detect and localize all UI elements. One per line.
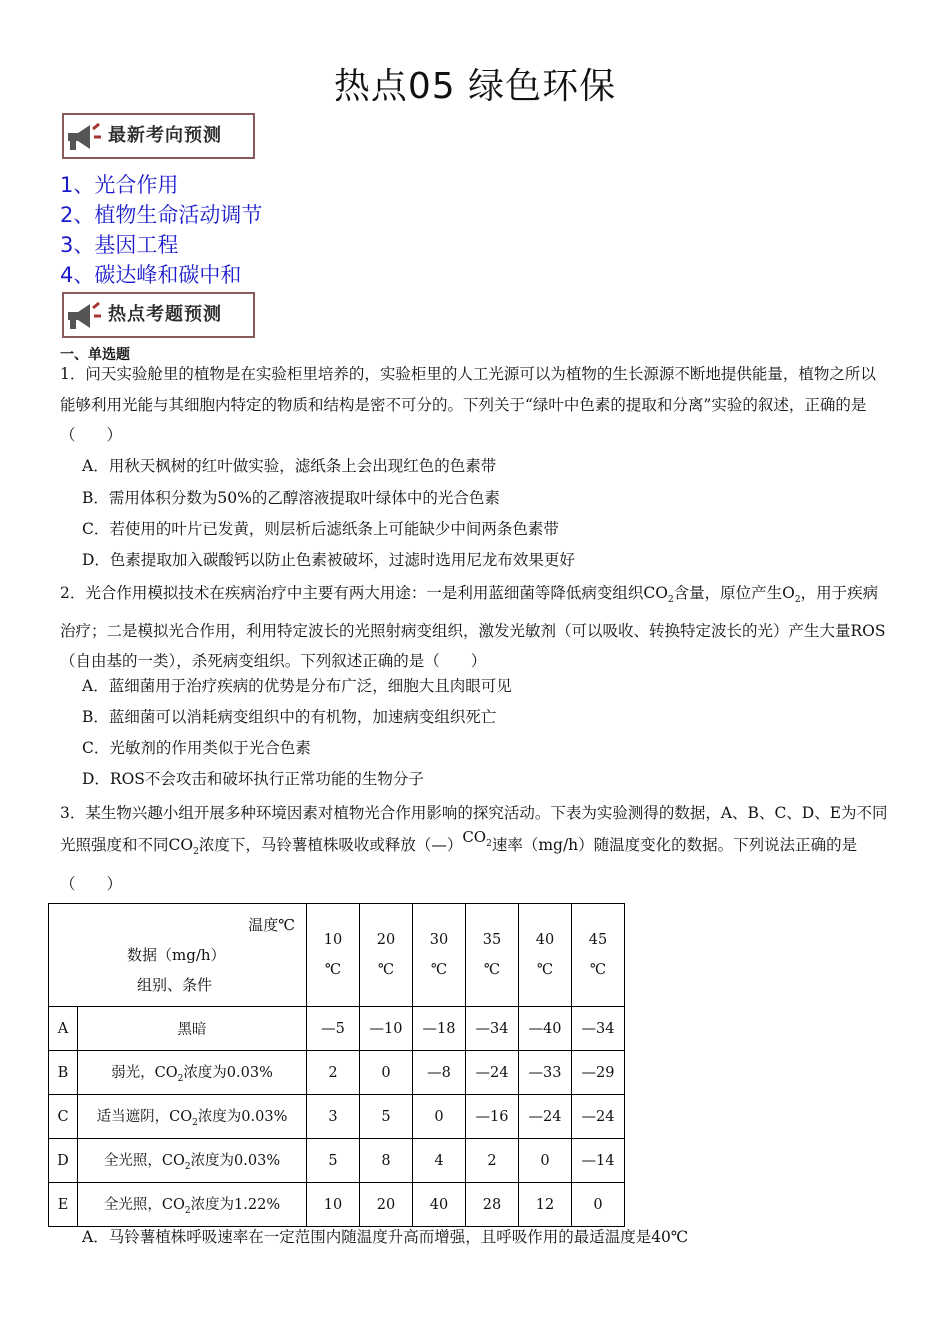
value-cell: 0 xyxy=(360,1051,413,1095)
value-cell: 4 xyxy=(413,1139,466,1183)
condition-cell xyxy=(78,1007,307,1051)
value-cell: —14 xyxy=(572,1139,625,1183)
condition-cell xyxy=(78,1183,307,1227)
value-cell: —40 xyxy=(519,1007,572,1051)
q2-option-d: D．ROS不会攻击和破坏执行正常功能的生物分子 xyxy=(82,770,424,788)
megaphone-icon xyxy=(66,121,102,153)
table-row xyxy=(49,1095,625,1139)
value-cell: —16 xyxy=(466,1095,519,1139)
subscript: 2 xyxy=(794,595,801,606)
topic-list xyxy=(60,170,262,290)
condition-text: 浓度为0.03% xyxy=(197,1109,288,1126)
temp-value: 30 xyxy=(429,932,449,948)
question-3-stem xyxy=(60,797,890,900)
value-cell: —24 xyxy=(572,1095,625,1139)
subscript: 2 xyxy=(193,847,199,858)
table-header-row xyxy=(49,904,625,1007)
condition-text: 全光照，CO xyxy=(103,1153,185,1170)
temp-unit: ℃ xyxy=(324,962,342,978)
condition-text: 浓度为0.03% xyxy=(190,1153,281,1170)
temp-unit: ℃ xyxy=(483,962,501,978)
q2-stem-part: 含量，原位产生O xyxy=(673,584,795,602)
value-cell: 0 xyxy=(572,1183,625,1227)
q1-option-a: A．用秋天枫树的红叶做实验，滤纸条上会出现红色的色素带 xyxy=(82,457,497,475)
temp-value: 10 xyxy=(323,932,343,948)
value-cell: 10 xyxy=(307,1183,360,1227)
group-id-cell: E xyxy=(49,1183,78,1227)
question-1-stem: 1．问天实验舱里的植物是在实验柜里培养的，实验柜里的人工光源可以为植物的生长源源不断地提供能量，植物之所以能够利用光能与其细胞内特定的物质和结构是密不可分的。下列关于“绿叶中色素的提取和分离”实验的叙述，正确的是（ ） xyxy=(60,365,876,444)
q3-stem-part: 浓度下，马铃薯植株吸收或释放（—） xyxy=(198,836,463,854)
hot-questions-banner xyxy=(62,292,255,338)
q2-option-c: C．光敏剂的作用类似于光合色素 xyxy=(82,739,311,757)
group-id-cell: D xyxy=(49,1139,78,1183)
q2-stem-part: ，用于疾病治疗；二是模拟光合作用，利用特定波长的光照射病变组织，激发光敏剂（可以吸收、转换特定波长的光）产生大量ROS（自由基的一类），杀死病变组织。下列叙述正确的是（ ） xyxy=(60,584,886,671)
q2-option-b: B．蓝细菌可以消耗病变组织中的有机物，加速病变组织死亡 xyxy=(82,708,497,726)
temp-header-cell xyxy=(519,904,572,1007)
q2-stem-part: 2．光合作用模拟技术在疾病治疗中主要有两大用途：一是利用蓝细菌等降低病变组织CO xyxy=(60,584,668,602)
co2-formula-text: CO xyxy=(462,828,487,846)
table-row xyxy=(49,1139,625,1183)
value-cell: 2 xyxy=(466,1139,519,1183)
temp-header-cell xyxy=(572,904,625,1007)
q3-stem-part: 3．某生物兴趣小组开展多种环境因素对植物光合作用影响的探究活动。下表为实验测得的数据，A、B、C、D、E为不同光照强度和不同CO xyxy=(60,804,888,854)
value-cell: —34 xyxy=(466,1007,519,1051)
subscript: 2 xyxy=(184,1161,191,1172)
value-cell: —5 xyxy=(307,1007,360,1051)
q1-option-c: C．若使用的叶片已发黄，则层析后滤纸条上可能缺少中间两条色素带 xyxy=(82,520,559,538)
condition-text: 浓度为1.22% xyxy=(190,1197,281,1214)
value-cell: —10 xyxy=(360,1007,413,1051)
latest-trend-banner xyxy=(62,113,255,159)
temp-header-cell xyxy=(466,904,519,1007)
q3-stem-part: 速率（mg/h）随温度变化的数据。下列说法正确的是（ ） xyxy=(60,836,858,894)
table-row xyxy=(49,1007,625,1051)
temp-value: 40 xyxy=(535,932,555,948)
header-temp-label: 温度℃ xyxy=(248,916,295,934)
condition-cell xyxy=(78,1139,307,1183)
temp-value: 35 xyxy=(482,932,502,948)
value-cell: 8 xyxy=(360,1139,413,1183)
q2-option-a: A．蓝细菌用于治疗疾病的优势是分布广泛，细胞大且肉眼可见 xyxy=(82,677,512,695)
q1-option-d: D．色素提取加入碳酸钙以防止色素被破坏，过滤时选用尼龙布效果更好 xyxy=(82,551,575,569)
value-cell: —33 xyxy=(519,1051,572,1095)
table-row xyxy=(49,1183,625,1227)
temp-header-cell xyxy=(360,904,413,1007)
value-cell: 28 xyxy=(466,1183,519,1227)
temp-unit: ℃ xyxy=(589,962,607,978)
subscript: 2 xyxy=(177,1073,184,1084)
value-cell: —18 xyxy=(413,1007,466,1051)
topic-item: 2、植物生命活动调节 xyxy=(60,203,263,227)
temp-value: 45 xyxy=(588,932,608,948)
condition-text: 全光照，CO xyxy=(103,1197,185,1214)
temp-unit: ℃ xyxy=(430,962,448,978)
value-cell: 12 xyxy=(519,1183,572,1227)
temp-unit: ℃ xyxy=(377,962,395,978)
value-cell: 0 xyxy=(413,1095,466,1139)
value-cell: 5 xyxy=(307,1139,360,1183)
header-group-label: 组别、条件 xyxy=(137,976,213,994)
header-diagonal-cell xyxy=(49,904,307,1007)
topic-item: 3、基因工程 xyxy=(60,233,179,257)
banner-label: 热点考题预测 xyxy=(108,304,222,325)
condition-text: 弱光，CO xyxy=(111,1065,178,1082)
condition-text: 适当遮阴，CO xyxy=(96,1109,193,1126)
group-id-cell: B xyxy=(49,1051,78,1095)
temp-unit: ℃ xyxy=(536,962,554,978)
subscript: 2 xyxy=(184,1205,191,1216)
table-row xyxy=(49,1051,625,1095)
condition-cell xyxy=(78,1051,307,1095)
banner-label: 最新考向预测 xyxy=(108,125,222,146)
value-cell: 2 xyxy=(307,1051,360,1095)
value-cell: 5 xyxy=(360,1095,413,1139)
topic-item: 1、光合作用 xyxy=(60,173,179,197)
group-id-cell: C xyxy=(49,1095,78,1139)
temp-header-cell xyxy=(307,904,360,1007)
value-cell: 0 xyxy=(519,1139,572,1183)
page-title: 热点05 绿色环保 xyxy=(333,66,617,107)
subscript: 2 xyxy=(192,1117,198,1128)
value-cell: 20 xyxy=(360,1183,413,1227)
section-heading: 一、单选题 xyxy=(60,347,130,363)
subscript: 2 xyxy=(486,839,492,849)
q1-option-b: B．需用体积分数为50%的乙醇溶液提取叶绿体中的光合色素 xyxy=(82,489,500,507)
q3-option-a: A．马铃薯植株呼吸速率在一定范围内随温度升高而增强，且呼吸作用的最适温度是40℃ xyxy=(82,1228,689,1246)
temp-header-cell xyxy=(413,904,466,1007)
co2-formula xyxy=(462,828,492,849)
condition-text: 黑暗 xyxy=(177,1022,207,1038)
value-cell: —34 xyxy=(572,1007,625,1051)
data-table xyxy=(48,903,625,1227)
value-cell: —24 xyxy=(466,1051,519,1095)
megaphone-icon xyxy=(66,300,102,332)
value-cell: 40 xyxy=(413,1183,466,1227)
header-data-label: 数据（mg/h） xyxy=(127,946,226,964)
condition-text: 浓度为0.03% xyxy=(183,1065,273,1082)
group-id-cell: A xyxy=(49,1007,78,1051)
condition-cell xyxy=(78,1095,307,1139)
subscript: 2 xyxy=(667,595,674,606)
topic-item: 4、碳达峰和碳中和 xyxy=(60,263,242,287)
value-cell: 3 xyxy=(307,1095,360,1139)
value-cell: —24 xyxy=(519,1095,572,1139)
temp-value: 20 xyxy=(376,932,396,948)
value-cell: —8 xyxy=(413,1051,466,1095)
question-2-stem xyxy=(60,578,890,677)
value-cell: —29 xyxy=(572,1051,625,1095)
